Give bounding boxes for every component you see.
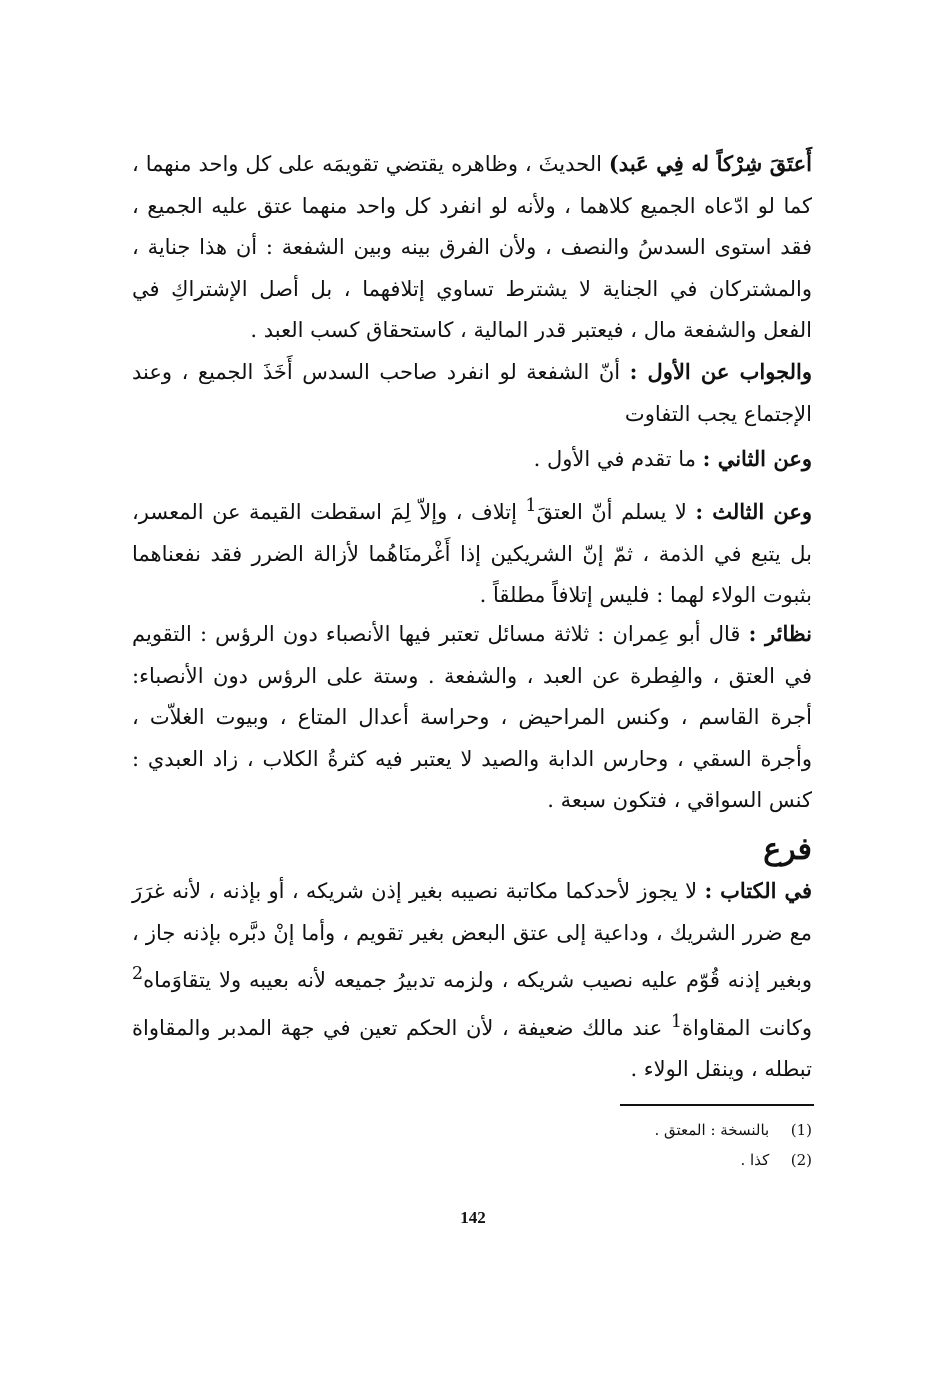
footnote-1 bbox=[412, 1118, 812, 1142]
section-heading: فرع bbox=[763, 832, 812, 867]
paragraph-lead: أَعتَقَ شِرْكاً له فِي عَبد) bbox=[608, 151, 812, 176]
footnote-text: كذا . bbox=[740, 1151, 770, 1169]
footnote-ref: 1 bbox=[670, 1011, 683, 1032]
footnote-text: بالنسخة : المعتق . bbox=[654, 1121, 770, 1139]
paragraph-body: لا يسلم أنّ العتقَ bbox=[536, 500, 687, 524]
paragraph-answer-second bbox=[132, 438, 812, 481]
paragraph-answer-first bbox=[132, 351, 812, 435]
paragraph-body: أنّ الشفعة لو انفرد صاحب السدس أَخَذَ الجميع ، وعند الإجتماع يجب التفاوت bbox=[132, 360, 812, 426]
paragraph-hadith bbox=[132, 143, 812, 352]
paragraph-kitab bbox=[132, 870, 812, 1091]
paragraph-lead: والجواب عن الأول : bbox=[629, 359, 812, 384]
paragraph-body: وكانت المقاواة bbox=[682, 1015, 812, 1040]
footnote-number: (2) bbox=[790, 1151, 812, 1169]
paragraph-answer-third bbox=[132, 486, 812, 617]
footnote-ref: 1 bbox=[525, 496, 537, 516]
paragraph-body: عند مالك ضعيفة ، لأن الحكم تعين في جهة المدبر والمقاواة تبطله ، وينقل الولاء . bbox=[132, 1015, 812, 1081]
page-number: 142 bbox=[460, 1208, 486, 1227]
footnote-divider bbox=[620, 1104, 814, 1106]
paragraph-lead: وعن الثالث : bbox=[695, 499, 812, 524]
paragraph-body: قال أبو عِمران : ثلاثة مسائل تعتبر فيها الأنصباء دون الرؤس : التقويم في العتق ، والفِطرة عن العبد ، والشفعة . وستة على الرؤس دون الأنصباء: أجرة القاسم ، وكنس المراحيض ، وحراسة أعدال المتاع ، وبيوت الغلاّت ، وأجرة السقي ، وحارس الدابة والصيد لا يعتبر فيه كثرةُ الكلاب ، زاد العبدي : كنس السواقي ، فتكون سبعة . bbox=[132, 622, 812, 812]
paragraph-lead: في الكتاب : bbox=[704, 878, 812, 903]
paragraph-lead: نظائر : bbox=[748, 621, 813, 646]
footnote-2 bbox=[412, 1148, 812, 1172]
paragraph-body: إتلاف ، وإلاّ لِمَ اسقطت القيمة عن المعسر، بل يتبع في الذمة ، ثمّ إنّ الشريكين إذا أَغْرمنَاهُما لأزالة الضرر فقد نفعناهما بثبوت الولاء لهما : فليس إتلافاً مطلقاً . bbox=[132, 500, 812, 607]
paragraph-body: ما تقدم في الأول . bbox=[533, 447, 696, 471]
paragraph-analogues bbox=[132, 613, 812, 822]
footnote-number: (1) bbox=[790, 1121, 812, 1139]
paragraph-body: لا يجوز لأحدكما مكاتبة نصيبه بغير إذن شريكه ، أو بإذنه ، لأنه غرَرَ مع ضرر الشريك ، وداعية إلى عتق البعض بغير تقويم ، وأما إنْ دبَّره بإذنه جاز ، وبغير إذنه قُوّم عليه نصيب شريكه ، ولزمه تدبيرُ جميعه لأنه بعيبه ولا يتقاوَماه bbox=[132, 879, 812, 992]
paragraph-body: الحديثَ ، وظاهره يقتضي تقويمَه على كل واحد منهما ، كما لو ادّعاه الجميع كلاهما ، ولأنه لو انفرد كل واحد منهما عتق عليه الجميع ، فقد استوى السدسُ والنصف ، ولأن الفرق بينه وبين الشفعة : أن هذا جناية ، والمشتركان في الجناية لا يشترط تساوي إتلافهما ، بل أصل الإشتراكِ في الفعل والشفعة مال ، فيعتبر قدر المالية ، كاستحقاق كسب العبد . bbox=[132, 152, 812, 342]
footnote-ref: 2 bbox=[132, 964, 144, 984]
paragraph-lead: وعن الثاني : bbox=[702, 446, 812, 471]
